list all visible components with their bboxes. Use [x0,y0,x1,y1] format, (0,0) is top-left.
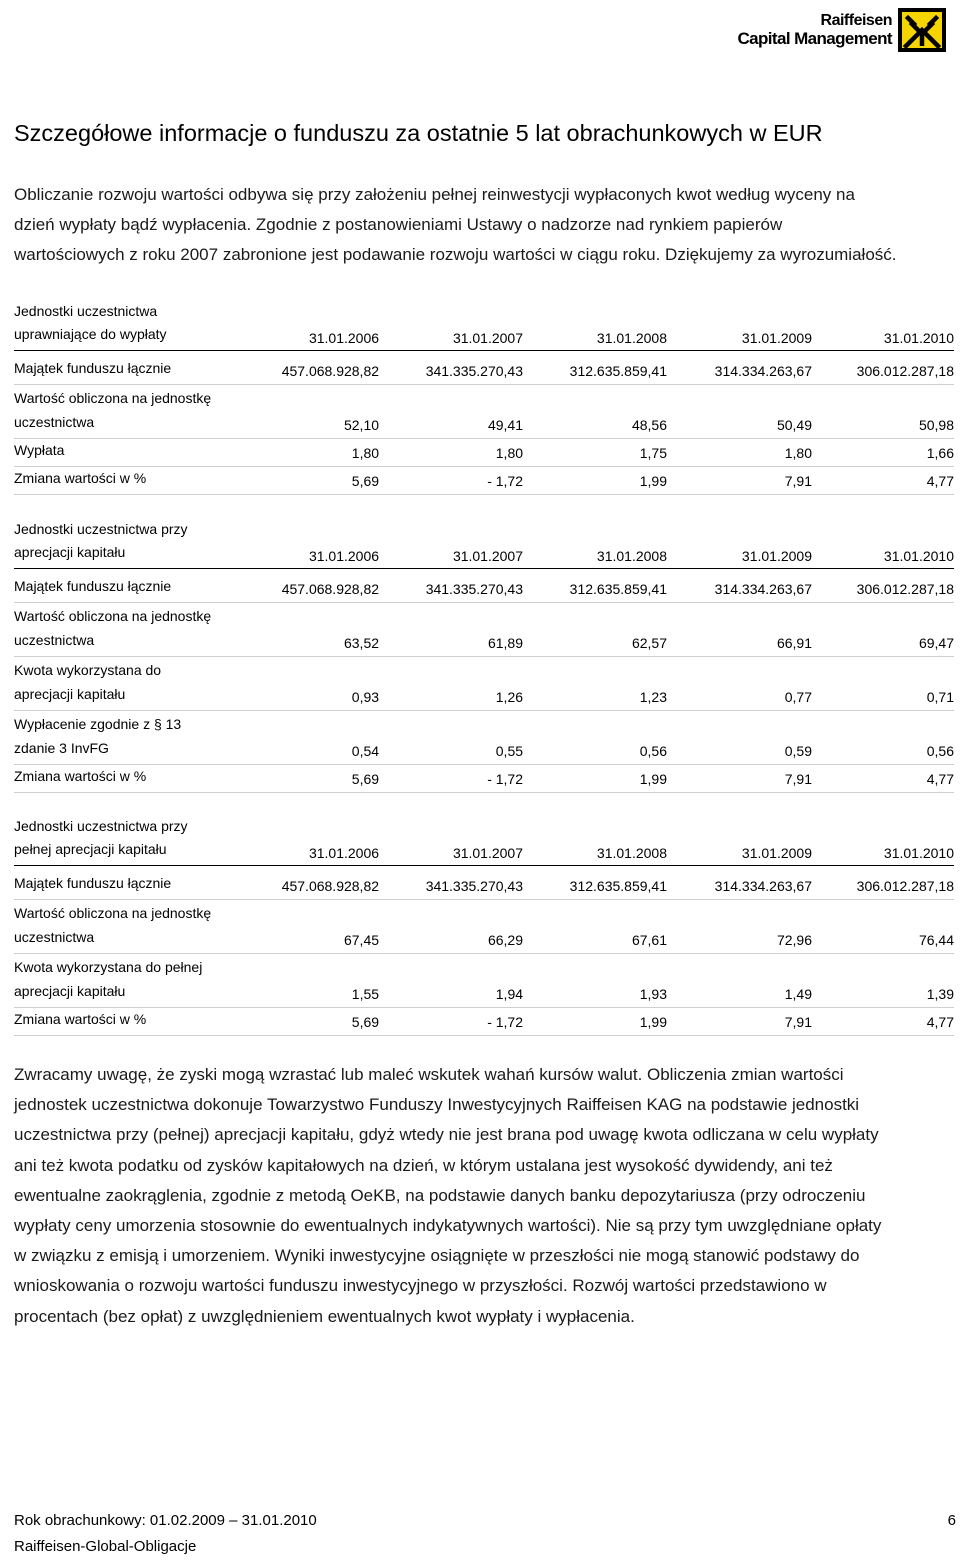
disclaimer-paragraph [14,1060,954,1332]
logo-line-2: Capital Management [737,29,892,48]
table-full-capital-appreciation [14,815,954,1036]
row-label: Wartość obliczona na jednostkę uczestnictwa [14,900,247,954]
cell-value: 1,49 [667,954,812,1008]
cell-value: 1,99 [523,1008,667,1036]
date-header: 31.01.2006 [247,815,379,866]
cell-value: 48,56 [523,385,667,439]
date-header: 31.01.2008 [523,300,667,351]
date-header: 31.01.2009 [667,518,812,569]
cell-value: 4,77 [812,467,954,495]
table-row [14,467,954,495]
intro-line: dzień wypłaty bądź wypłacenia. Zgodnie z postanowieniami Ustawy o nadzorze nad rynkiem papierów [14,215,783,234]
cell-value: 62,57 [523,603,667,657]
cell-value: 1,39 [812,954,954,1008]
cell-value: 50,49 [667,385,812,439]
cell-value: 314.334.263,67 [667,569,812,603]
date-header: 31.01.2007 [379,518,523,569]
cell-value: 0,55 [379,711,523,765]
cell-value: 457.068.928,82 [247,351,379,385]
cell-value: 61,89 [379,603,523,657]
row-label: Kwota wykorzystana do aprecjacji kapitału [14,657,247,711]
header-label-line: pełnej aprecjacji kapitału [14,841,167,857]
fund-name: Raiffeisen-Global-Obligacje [14,1538,197,1555]
cell-value: 0,71 [812,657,954,711]
header-label-line: aprecjacji kapitału [14,544,126,560]
cell-value: 312.635.859,41 [523,866,667,900]
cell-value: 72,96 [667,900,812,954]
table-header-label [14,815,247,866]
cell-value: 1,55 [247,954,379,1008]
table-header-row [14,815,954,866]
date-header: 31.01.2008 [523,815,667,866]
cell-value: - 1,72 [379,1008,523,1036]
cell-value: 7,91 [667,765,812,793]
header-label-line: Jednostki uczestnictwa [14,303,158,319]
cell-value: - 1,72 [379,765,523,793]
cell-value: 312.635.859,41 [523,569,667,603]
intro-line: wartościowych z roku 2007 zabronione jest podawanie rozwoju wartości w ciągu roku. Dziękujemy za wyrozumiałość. [14,245,897,264]
cell-value: 1,23 [523,657,667,711]
date-header: 31.01.2006 [247,300,379,351]
cell-value: 0,77 [667,657,812,711]
table-row [14,1008,954,1036]
cell-value: 306.012.287,18 [812,569,954,603]
cell-value: 5,69 [247,467,379,495]
cell-value: 1,99 [523,765,667,793]
disclaimer-line: procentach (bez opłat) z uwzględnieniem ewentualnych kwot wypłaty i wypłacenia. [14,1306,635,1326]
logo-line-1: Raiffeisen [820,12,892,29]
table-payout-units [14,300,954,495]
date-header: 31.01.2006 [247,518,379,569]
date-header: 31.01.2009 [667,815,812,866]
row-label: Wypłata [14,439,247,467]
page-footer [14,1508,956,1560]
disclaimer-line: wypłaty ceny umorzenia stosownie do ewentualnych indykatywnych wartości). Nie są przy tym uwzględniane opłaty [14,1216,882,1236]
disclaimer-line: w związku z emisją i umorzeniem. Wyniki inwestycyjne osiągnięte w przeszłości nie mogą stanowić podstawy do [14,1246,860,1266]
row-label: Wartość obliczona na jednostkę uczestnictwa [14,385,247,439]
cell-value: 1,93 [523,954,667,1008]
table-capital-appreciation [14,518,954,793]
cell-value: 63,52 [247,603,379,657]
table-header-row [14,518,954,569]
date-header: 31.01.2007 [379,300,523,351]
cell-value: 341.335.270,43 [379,866,523,900]
brand-logo [737,8,946,52]
table-row [14,569,954,603]
cell-value: 314.334.263,67 [667,351,812,385]
fiscal-year-label: Rok obrachunkowy: 01.02.2009 – 31.01.2010 [14,1512,317,1529]
date-header: 31.01.2010 [812,518,954,569]
cell-value: 457.068.928,82 [247,866,379,900]
cell-value: 4,77 [812,765,954,793]
date-header: 31.01.2010 [812,815,954,866]
cell-value: 1,26 [379,657,523,711]
date-header: 31.01.2008 [523,518,667,569]
cell-value: 1,80 [247,439,379,467]
table-header-row [14,300,954,351]
cell-value: 1,99 [523,467,667,495]
row-label: Majątek funduszu łącznie [14,569,247,603]
date-header: 31.01.2009 [667,300,812,351]
cell-value: 0,56 [812,711,954,765]
row-label: Majątek funduszu łącznie [14,351,247,385]
table-row [14,765,954,793]
table-row [14,603,954,657]
cell-value: 67,61 [523,900,667,954]
logo-wordmark [737,12,892,48]
row-label: Wartość obliczona na jednostkę uczestnictwa [14,603,247,657]
table-row [14,351,954,385]
cell-value: 306.012.287,18 [812,351,954,385]
cell-value: - 1,72 [379,467,523,495]
cell-value: 76,44 [812,900,954,954]
table-row [14,954,954,1008]
disclaimer-line: uczestnictwa przy (pełnej) aprecjacji kapitału, gdyż wtedy nie jest brana pod uwagę kwota odliczana w celu wypłaty [14,1125,879,1145]
row-label: Zmiana wartości w % [14,765,247,793]
disclaimer-line: Zwracamy uwagę, że zyski mogą wzrastać lub maleć wskutek wahań kursów walut. Obliczenia zmian wartości [14,1065,844,1084]
cell-value: 341.335.270,43 [379,569,523,603]
cell-value: 341.335.270,43 [379,351,523,385]
header-label-line: uprawniające do wypłaty [14,326,167,342]
table-row [14,439,954,467]
cell-value: 312.635.859,41 [523,351,667,385]
disclaimer-line: jednostek uczestnictwa dokonuje Towarzystwo Funduszy Inwestycyjnych Raiffeisen KAG na podstawie jednostki [14,1095,860,1115]
row-label: Majątek funduszu łącznie [14,866,247,900]
date-header: 31.01.2010 [812,300,954,351]
intro-line: Obliczanie rozwoju wartości odbywa się przy założeniu pełnej reinwestycji wypłaconych kwot według wyceny na [14,185,855,204]
header-label-line: Jednostki uczestnictwa przy [14,521,188,537]
raiffeisen-gable-cross-icon [898,8,946,52]
cell-value: 4,77 [812,1008,954,1036]
table-row [14,385,954,439]
cell-value: 0,59 [667,711,812,765]
cell-value: 1,66 [812,439,954,467]
table-header-label [14,300,247,351]
cell-value: 0,54 [247,711,379,765]
disclaimer-line: ewentualne zaokrąglenia, zgodnie z metodą OeKB, na podstawie danych banku depozytariusza (przy odroczeniu [14,1185,866,1205]
row-label: Zmiana wartości w % [14,467,247,495]
page-number: 6 [947,1512,956,1529]
cell-value: 5,69 [247,765,379,793]
cell-value: 306.012.287,18 [812,866,954,900]
row-label: Kwota wykorzystana do pełnej aprecjacji kapitału [14,954,247,1008]
page-title: Szczegółowe informacje o funduszu za ostatnie 5 lat obrachunkowych w EUR [14,120,823,146]
table-row [14,866,954,900]
cell-value: 5,69 [247,1008,379,1036]
table-row [14,657,954,711]
cell-value: 52,10 [247,385,379,439]
disclaimer-line: ani też kwota podatku od zysków kapitałowych na dzień, w którym ustalana jest wysokość dywidendy, ani też [14,1155,833,1175]
cell-value: 0,93 [247,657,379,711]
cell-value: 7,91 [667,467,812,495]
cell-value: 67,45 [247,900,379,954]
row-label: Zmiana wartości w % [14,1008,247,1036]
row-label: Wypłacenie zgodnie z § 13 zdanie 3 InvFG [14,711,247,765]
cell-value: 69,47 [812,603,954,657]
header-label-line: Jednostki uczestnictwa przy [14,818,188,834]
date-header: 31.01.2007 [379,815,523,866]
cell-value: 1,80 [667,439,812,467]
cell-value: 457.068.928,82 [247,569,379,603]
cell-value: 66,91 [667,603,812,657]
cell-value: 314.334.263,67 [667,866,812,900]
cell-value: 7,91 [667,1008,812,1036]
intro-paragraph [14,180,949,270]
cell-value: 1,94 [379,954,523,1008]
cell-value: 50,98 [812,385,954,439]
cell-value: 66,29 [379,900,523,954]
cell-value: 0,56 [523,711,667,765]
cell-value: 1,75 [523,439,667,467]
cell-value: 49,41 [379,385,523,439]
cell-value: 1,80 [379,439,523,467]
disclaimer-line: wnioskowania o rozwoju wartości funduszu inwestycyjnego w przyszłości. Rozwój wartości przedstawiono w [14,1276,827,1296]
table-row [14,711,954,765]
table-row [14,900,954,954]
table-header-label [14,518,247,569]
